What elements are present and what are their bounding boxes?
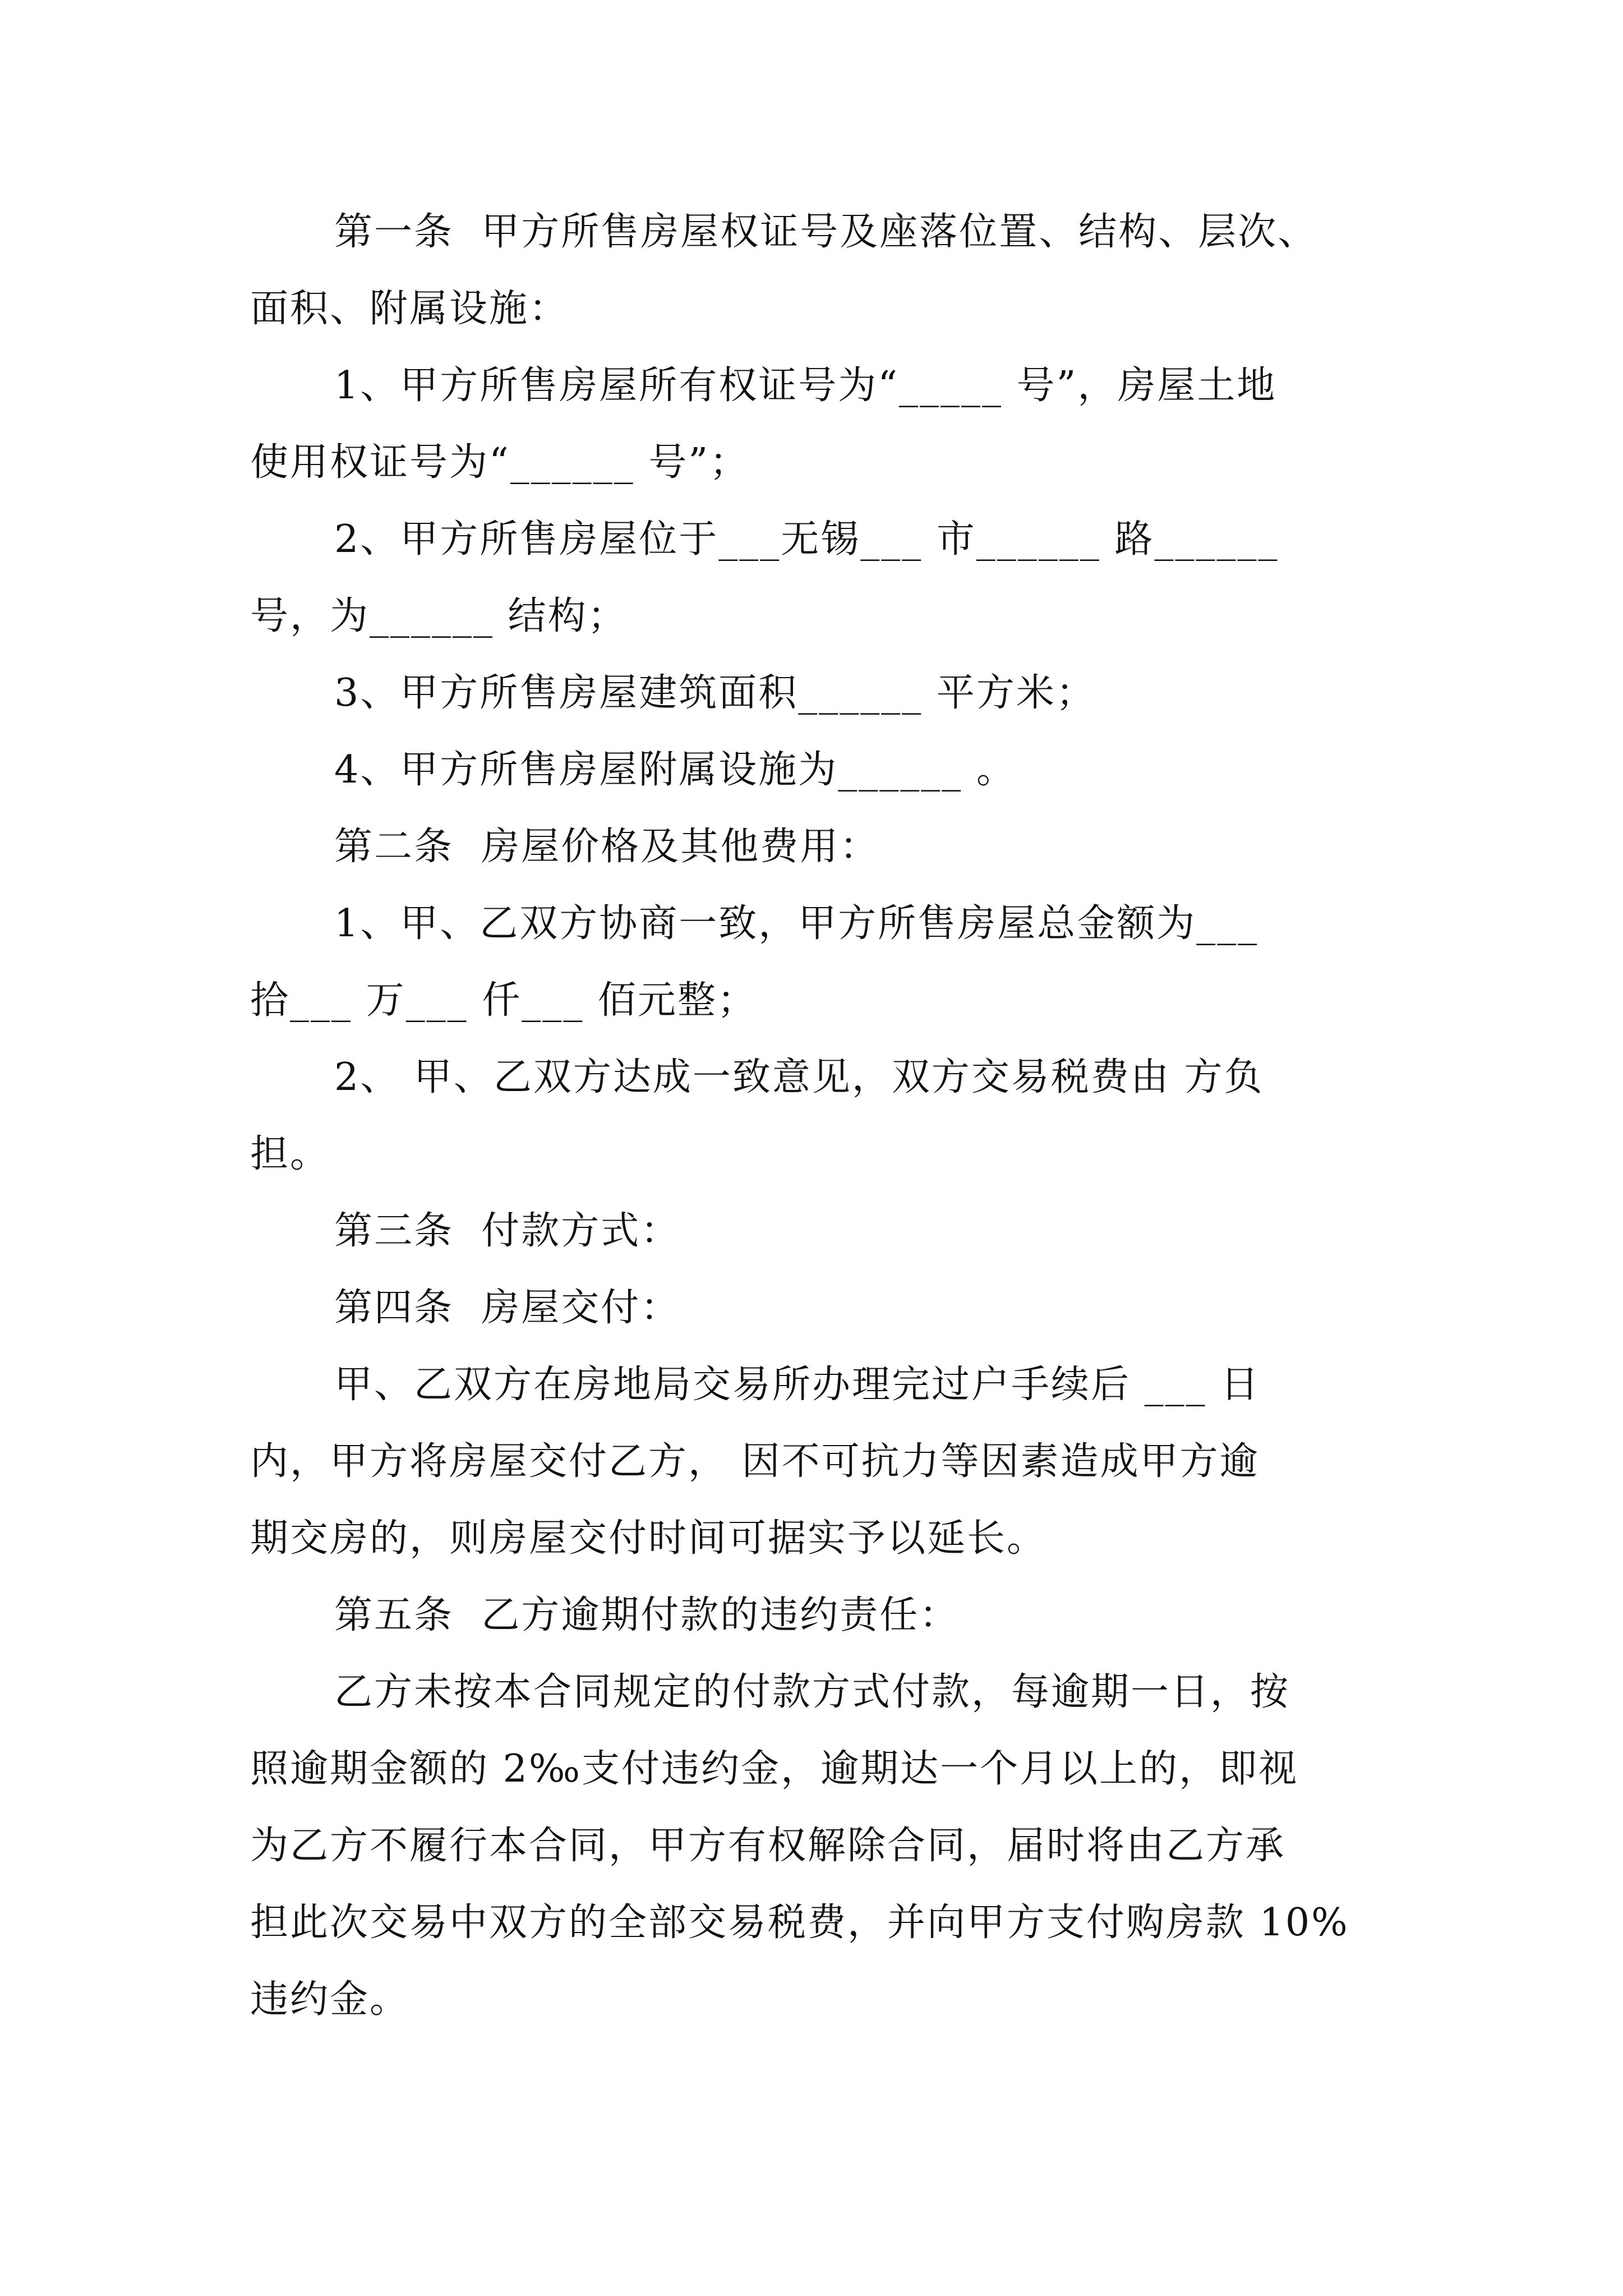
article-1-heading: 第一条 甲方所售房屋权证号及座落位置、结构、层次、: [334, 210, 1318, 254]
article-5-paragraph-cont-1: 照逾期金额的 2‰支付违约金，逾期达一个月以上的，即视: [250, 1747, 1299, 1791]
article-3-heading: 第三条 付款方式：: [334, 1209, 681, 1253]
clause-1-2: 2、甲方所售房屋位于___无锡___ 市______ 路______: [334, 517, 1279, 562]
clause-1-4: 4、甲方所售房屋附属设施为______ 。: [334, 748, 1016, 792]
clause-1-1: 1、甲方所售房屋所有权证号为“_____ 号”，房屋土地: [334, 364, 1277, 408]
article-2-heading: 第二条 房屋价格及其他费用：: [334, 825, 880, 869]
clause-1-2-cont: 号，为______ 结构；: [250, 594, 628, 638]
article-5-paragraph: 乙方未按本合同规定的付款方式付款，每逾期一日，按: [334, 1670, 1290, 1714]
article-4-heading: 第四条 房屋交付：: [334, 1286, 681, 1330]
article-5-paragraph-cont-2: 为乙方不履行本合同，甲方有权解除合同，届时将由乙方承: [250, 1824, 1286, 1868]
article-4-paragraph: 甲、乙双方在房地局交易所办理完过户手续后 ___ 日: [334, 1363, 1261, 1407]
clause-2-1: 1、甲、乙双方协商一致，甲方所售房屋总金额为___: [334, 901, 1259, 946]
article-1-heading-cont: 面积、附属设施：: [250, 287, 569, 331]
article-5-paragraph-cont-4: 违约金。: [250, 1977, 410, 2022]
clause-2-2-cont: 担。: [250, 1132, 330, 1176]
article-4-paragraph-cont-2: 期交房的，则房屋交付时间可据实予以延长。: [250, 1516, 1047, 1561]
clause-2-1-cont: 拾___ 万___ 仟___ 佰元整；: [250, 978, 757, 1023]
article-5-heading: 第五条 乙方逾期付款的违约责任：: [334, 1593, 960, 1637]
article-5-paragraph-cont-3: 担此次交易中双方的全部交易税费，并向甲方支付购房款 10%: [250, 1901, 1349, 1945]
article-4-paragraph-cont-1: 内，甲方将房屋交付乙方， 因不可抗力等因素造成甲方逾: [250, 1439, 1260, 1484]
clause-1-1-cont: 使用权证号为“______ 号”；: [250, 440, 750, 485]
clause-1-3: 3、甲方所售房屋建筑面积______ 平方米；: [334, 671, 1096, 715]
clause-2-2: 2、 甲、乙双方达成一致意见，双方交易税费由 方负: [334, 1055, 1264, 1099]
